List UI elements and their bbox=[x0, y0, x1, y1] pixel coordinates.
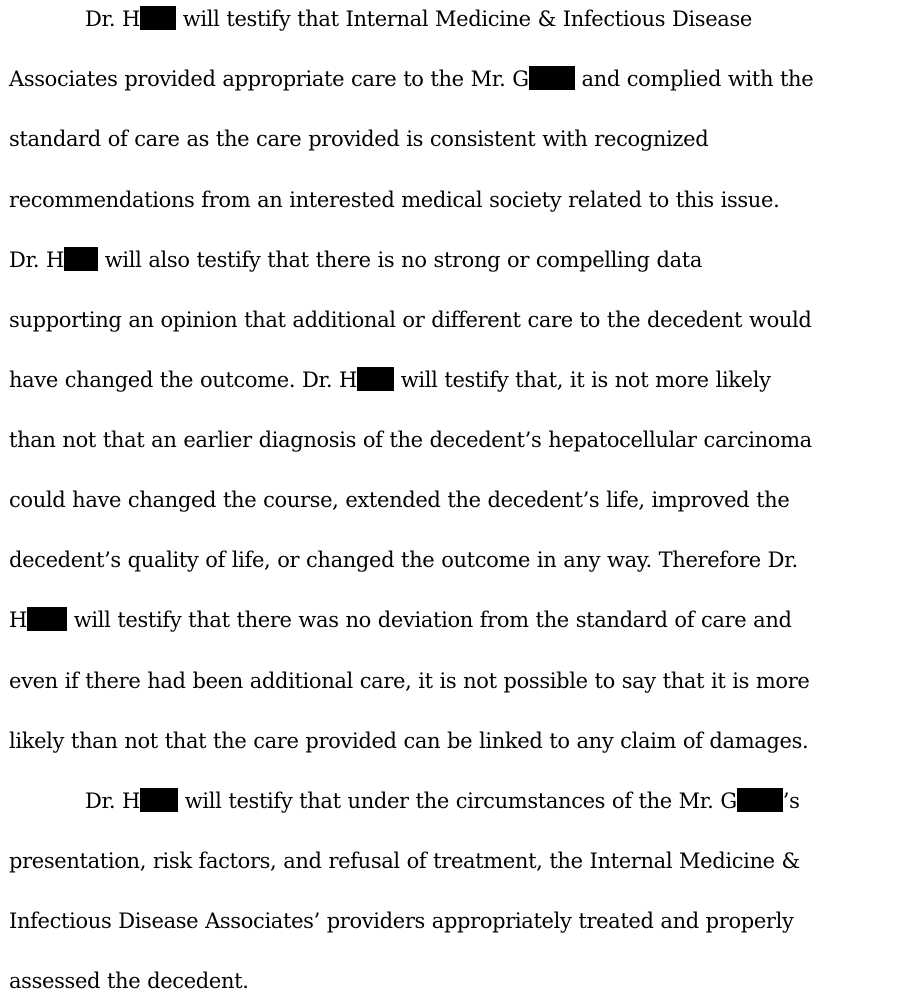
line-text: have changed the outcome. Dr. H bbox=[9, 368, 357, 392]
redaction-block bbox=[64, 247, 98, 271]
paragraph-2-line-4 bbox=[9, 967, 249, 995]
line-text: Dr. H bbox=[85, 7, 140, 31]
paragraph-1-line-6 bbox=[9, 306, 812, 334]
line-text: than not that an earlier diagnosis of the decedent’s hepatocellular carcinoma bbox=[9, 428, 812, 452]
redaction-block bbox=[140, 788, 178, 812]
line-text: supporting an opinion that additional or different care to the decedent would bbox=[9, 308, 812, 332]
redaction-block bbox=[737, 788, 783, 812]
line-text: could have changed the course, extended the decedent’s life, improved the bbox=[9, 488, 790, 512]
paragraph-1-line-3 bbox=[9, 125, 708, 153]
paragraph-2-line-1 bbox=[85, 787, 800, 815]
line-text: recommendations from an interested medical society related to this issue. bbox=[9, 188, 780, 212]
paragraph-2-line-3 bbox=[9, 907, 794, 935]
paragraph-1-line-10 bbox=[9, 546, 798, 574]
line-text: ’s bbox=[782, 789, 800, 813]
line-text: Infectious Disease Associates’ providers appropriately treated and properly bbox=[9, 909, 794, 933]
paragraph-1-line-4 bbox=[9, 186, 779, 214]
line-text: assessed the decedent. bbox=[9, 969, 249, 993]
line-text: presentation, risk factors, and refusal of treatment, the Internal Medicine & bbox=[9, 849, 800, 873]
line-text: will testify that, it is not more likely bbox=[393, 368, 771, 392]
paragraph-1-line-5 bbox=[9, 246, 702, 274]
paragraph-1-line-11 bbox=[9, 606, 792, 634]
redaction-block bbox=[529, 66, 575, 90]
line-text: will testify that there was no deviation from the standard of care and bbox=[66, 608, 792, 632]
line-text: will also testify that there is no strong or compelling data bbox=[97, 248, 702, 272]
redaction-block bbox=[140, 6, 176, 30]
line-text: even if there had been additional care, it is not possible to say that it is more bbox=[9, 669, 810, 693]
paragraph-1-line-2 bbox=[9, 65, 813, 93]
paragraph-1-line-9 bbox=[9, 486, 789, 514]
paragraph-1-line-8 bbox=[9, 426, 812, 454]
line-text: decedent’s quality of life, or changed the outcome in any way. Therefore Dr. bbox=[9, 548, 798, 572]
paragraph-2-line-2 bbox=[9, 847, 800, 875]
paragraph-1-line-1 bbox=[85, 5, 752, 33]
line-text: Associates provided appropriate care to the Mr. G bbox=[9, 67, 529, 91]
line-text: likely than not that the care provided can be linked to any claim of damages. bbox=[9, 729, 809, 753]
paragraph-1-line-7 bbox=[9, 366, 771, 394]
line-text: will testify that Internal Medicine & Infectious Disease bbox=[175, 7, 752, 31]
line-text: H bbox=[9, 608, 27, 632]
line-text: and complied with the bbox=[574, 67, 814, 91]
line-text: standard of care as the care provided is consistent with recognized bbox=[9, 127, 709, 151]
line-text: will testify that under the circumstances of the Mr. G bbox=[177, 789, 737, 813]
line-text: Dr. H bbox=[9, 248, 64, 272]
line-text: Dr. H bbox=[85, 789, 140, 813]
redaction-block bbox=[357, 367, 394, 391]
paragraph-1-line-12 bbox=[9, 667, 810, 695]
redaction-block bbox=[27, 607, 67, 631]
paragraph-1-line-13 bbox=[9, 727, 808, 755]
